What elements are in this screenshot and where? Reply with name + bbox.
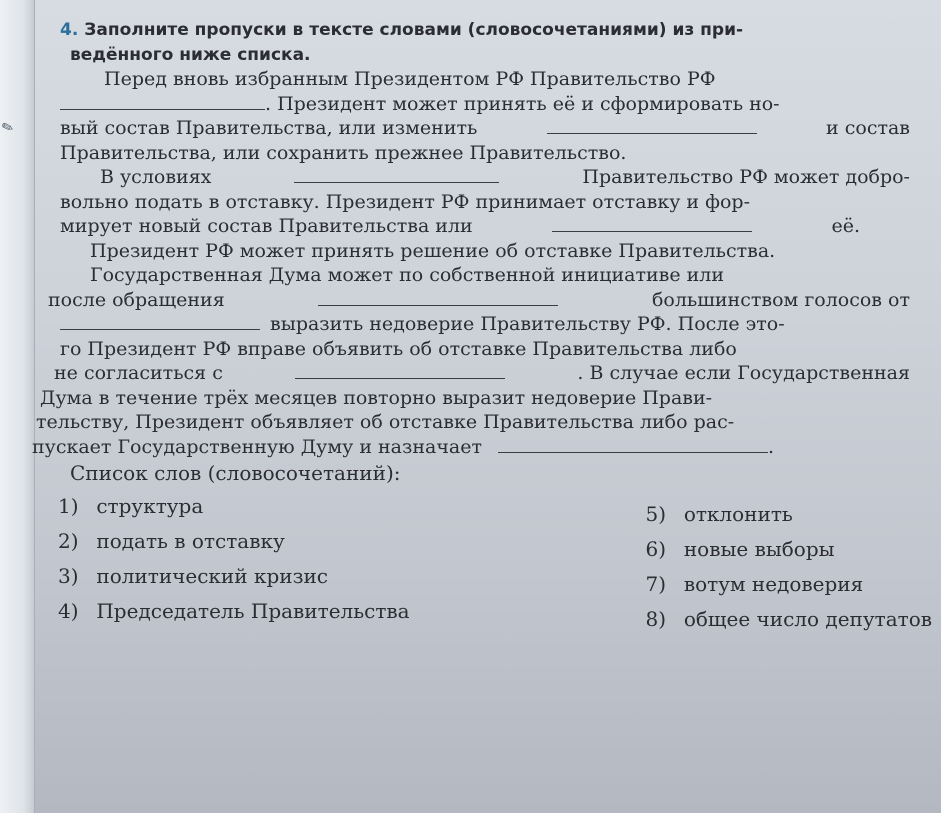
word-list	[52, 489, 932, 637]
list-item-text: новые выборы	[683, 537, 835, 561]
answer-blank-7[interactable]	[295, 364, 505, 379]
text-fragment: . Президент может принять её и сформировать но-	[265, 92, 780, 115]
list-item	[645, 602, 932, 637]
text-line-9	[60, 263, 910, 288]
list-item-number: 8)	[645, 607, 666, 631]
text-fragment: .	[768, 435, 775, 458]
text-fragment: после обращения	[48, 288, 225, 311]
text-fragment: её.	[831, 215, 860, 237]
answer-blank-5[interactable]	[318, 291, 558, 306]
task-number: 4.	[60, 20, 79, 40]
adjacent-page-edge	[0, 0, 35, 813]
text-fragment: выразить недоверие Правительству РФ. После это-	[270, 313, 785, 335]
list-item	[58, 559, 410, 594]
text-fragment: пускает Государственную Думу и назначает	[32, 435, 483, 458]
list-item-number: 5)	[645, 502, 666, 526]
list-item-text: политический кризис	[96, 564, 329, 588]
task-header-text-2: ведённого ниже списка.	[70, 44, 311, 65]
list-item-number: 4)	[58, 599, 79, 623]
list-item-number: 3)	[58, 564, 79, 588]
text-fragment: большинством голосов от	[651, 288, 910, 311]
text-fragment: Государственная Дума может по собственной инициативе или	[90, 264, 725, 286]
answer-blank-8[interactable]	[498, 438, 768, 453]
task-content	[32, 18, 932, 637]
text-fragment: Дума в течение трёх месяцев повторно выразит недоверие Прави-	[40, 386, 713, 409]
list-item-text: отклонить	[683, 502, 793, 526]
list-item-text: общее число депутатов	[683, 607, 932, 631]
text-fragment: Правительство РФ может добро-	[582, 166, 910, 188]
word-list-left-column	[52, 489, 410, 637]
text-line-6	[60, 190, 910, 215]
answer-blank-3[interactable]	[294, 168, 499, 183]
text-fragment: вый состав Правительства, или изменить	[60, 117, 478, 139]
text-fragment: не согласиться с	[54, 362, 223, 384]
list-item-number: 6)	[645, 537, 666, 561]
word-list-title-text: Список слов (словосочетаний):	[70, 461, 401, 485]
text-fragment: Правительства, или сохранить прежнее Правительство.	[60, 141, 627, 164]
text-line-4	[60, 141, 910, 166]
text-line-10	[48, 288, 910, 313]
list-item-number: 2)	[58, 529, 79, 553]
answer-blank-6[interactable]	[60, 315, 260, 330]
text-fragment: . В случае если Государственная	[577, 362, 910, 384]
text-line-1	[60, 67, 910, 92]
answer-blank-2[interactable]	[547, 119, 757, 134]
list-item	[645, 532, 932, 567]
task-header-line-1	[60, 18, 910, 43]
list-item-number: 1)	[58, 494, 79, 518]
text-fragment: В условиях	[100, 166, 212, 188]
text-fragment: мирует новый состав Правительства или	[60, 215, 473, 237]
task-header-text-1: Заполните пропуски в тексте словами (словосочетаниями) из при-	[84, 20, 744, 40]
text-line-13	[54, 361, 910, 386]
text-fragment: вольно подать в отставку. Президент РФ принимает отставку и фор-	[60, 190, 751, 213]
text-fragment: Перед вновь избранным Президентом РФ Правительство РФ	[104, 68, 716, 90]
pen-mark-icon: ✎	[0, 118, 17, 138]
word-list-right-column	[645, 489, 932, 637]
list-item-text: Председатель Правительства	[96, 599, 410, 623]
text-line-15	[36, 410, 910, 435]
list-item	[645, 497, 932, 532]
task-header-line-2	[60, 43, 910, 68]
text-line-12	[60, 337, 910, 362]
text-fragment: тельству, Президент объявляет об отставке Правительства либо рас-	[36, 411, 735, 433]
text-line-7	[60, 214, 910, 239]
answer-blank-4[interactable]	[552, 217, 752, 232]
text-fragment: го Президент РФ вправе объявить об отставке Правительства либо	[60, 337, 737, 360]
text-line-3	[60, 116, 910, 141]
text-fragment: Президент РФ может принять решение об отставке Правительства.	[90, 239, 776, 262]
list-item-text: подать в отставку	[96, 529, 285, 553]
text-line-5	[60, 165, 910, 190]
text-line-2	[60, 92, 910, 117]
text-line-16	[32, 435, 910, 460]
list-item-number: 7)	[645, 572, 666, 596]
text-line-11	[60, 312, 910, 337]
list-item	[58, 594, 410, 629]
list-item-text: структура	[96, 494, 204, 518]
list-item-text: вотум недоверия	[683, 572, 864, 596]
answer-blank-1[interactable]	[60, 95, 265, 110]
list-item	[58, 489, 410, 524]
text-line-8	[60, 239, 910, 264]
word-list-title	[60, 459, 910, 487]
list-item	[58, 524, 410, 559]
text-fragment: и состав	[826, 117, 910, 139]
list-item	[645, 567, 932, 602]
text-line-14	[40, 386, 910, 411]
